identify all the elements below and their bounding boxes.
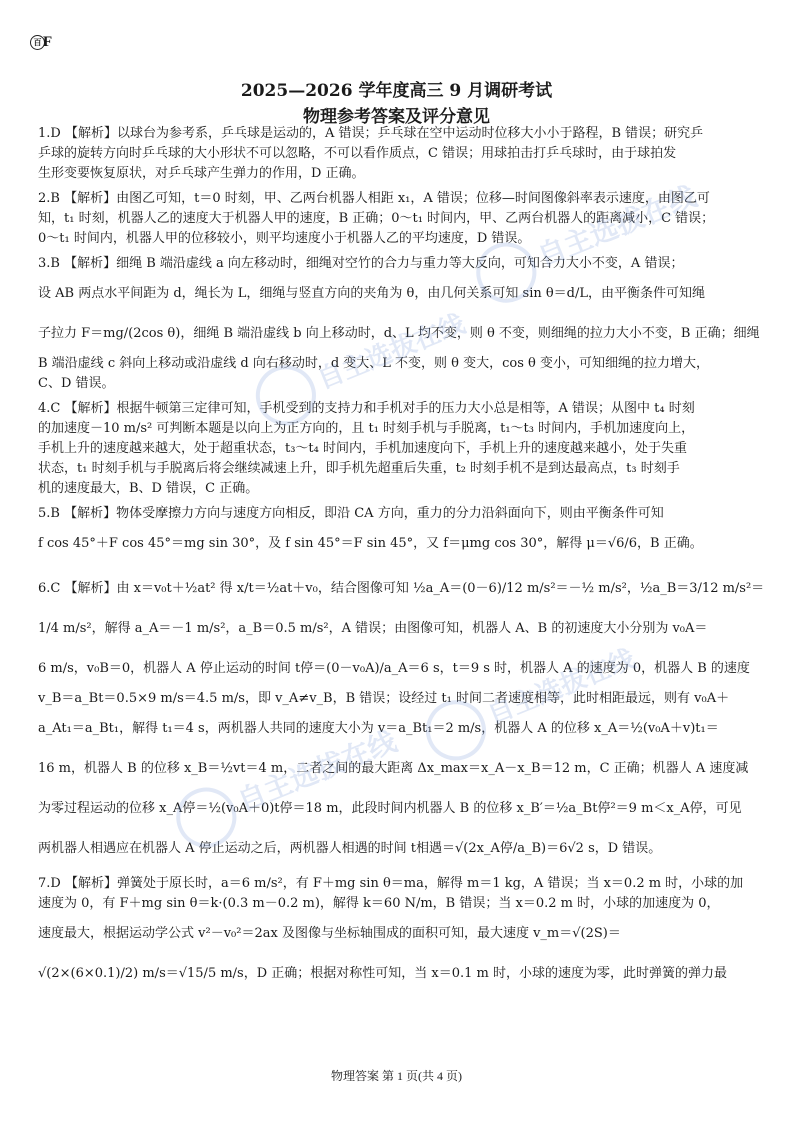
text-line: 设 AB 两点水平间距为 d，绳长为 L，细绳与竖直方向的夹角为 θ，由几何关系可知 sin θ＝d/L，由平衡条件可知绳 — [38, 286, 706, 301]
text-line: 的加速度－10 m/s² 可判断本题是以向上为正方向的，且 t₁ 时刻手机与手脱离，t₁～t₃ 时间内，手机加速度向上， — [38, 421, 695, 436]
text-line: 3.B 【解析】细绳 B 端沿虚线 a 向左移动时，细绳对空竹的合力与重力等大反向，可知合力大小不变，A 错误； — [38, 256, 684, 271]
logo-letter: F — [43, 34, 53, 50]
text-line: 知，t₁ 时刻，机器人乙的速度大于机器人甲的速度，B 正确；0～t₁ 时间内，甲、乙两台机器人的距离减小，C 错误； — [38, 211, 715, 226]
text-line: 0～t₁ 时间内，机器人甲的位移较小，则平均速度小于机器人乙的平均速度，D 错误。 — [38, 231, 531, 246]
text-line: C、D 错误。 — [38, 376, 115, 391]
text-line: 16 m，机器人 B 的位移 x_B＝½vt＝4 m，二者之间的最大距离 Δx_max＝x_A－x_B＝12 m，C 正确；机器人 A 速度减 — [38, 761, 749, 776]
publisher-logo — [30, 34, 52, 51]
text-line: 状态，t₁ 时刻手机与手脱离后将会继续减速上升，即手机先超重后失重，t₂ 时刻手机不是到达最高点，t₃ 时刻手 — [38, 461, 680, 476]
text-line: 1.D 【解析】以球台为参考系，乒乓球是运动的，A 错误；乒乓球在空中运动时位移大小小于路程，B 错误；研究乒 — [38, 126, 704, 141]
text-line: f cos 45°＋F cos 45°＝mg sin 30°，及 f sin 45°＝F sin 45°，又 f＝μmg cos 30°，解得 μ＝√6/6，B 正确。 — [38, 536, 703, 551]
text-line: 4.C 【解析】根据牛顿第三定律可知，手机受到的支持力和手机对手的压力大小总是相等，A 错误；从图中 t₄ 时刻 — [38, 401, 695, 416]
text-line: 为零过程运动的位移 x_A停＝½(v₀A＋0)t停＝18 m，此段时间内机器人 B 的位移 x_B′＝½a_Bt停²＝9 m＜x_A停，可见 — [38, 801, 742, 816]
text-line: 2.B 【解析】由图乙可知，t＝0 时刻，甲、乙两台机器人相距 x₁，A 错误；位移—时间图像斜率表示速度，由图乙可 — [38, 191, 710, 206]
text-line: 1/4 m/s²，解得 a_A＝－1 m/s²，a_B＝0.5 m/s²，A 错误；由图像可知，机器人 A、B 的初速度大小分别为 v₀A＝ — [38, 621, 708, 636]
text-line: 6 m/s，v₀B＝0，机器人 A 停止运动的时间 t停＝(0－v₀A)/a_A＝6 s，t＝9 s 时，机器人 A 的速度为 0，机器人 B 的速度 — [38, 661, 750, 676]
text-line: 7.D 【解析】弹簧处于原长时，a＝6 m/s²，有 F＋mg sin θ＝ma，解得 m＝1 kg，A 错误；当 x＝0.2 m 时，小球的加 — [38, 876, 744, 891]
text-line: 机的速度最大，B、D 错误，C 正确。 — [38, 481, 259, 496]
exam-title: 2025—2026 学年度高三 9 月调研考试 — [240, 81, 553, 101]
watermark-text: 自主选拔在线 — [483, 644, 640, 731]
text-line: √(2×(6×0.1)/2) m/s＝√15/5 m/s，D 正确；根据对称性可知，当 x＝0.1 m 时，小球的速度为零，此时弹簧的弹力最 — [38, 966, 728, 981]
text-line: 速度为 0，有 F＋mg sin θ＝k·(0.3 m－0.2 m)，解得 k＝60 N/m，B 错误；当 x＝0.2 m 时，小球的加速度为 0， — [38, 896, 720, 911]
text-line: 6.C 【解析】由 x＝v₀t＋½at² 得 x/t＝½at＋v₀，结合图像可知 ½a_A＝(0－6)/12 m/s²＝－½ m/s²，½a_B＝3/12 m/s²＝ — [38, 581, 765, 596]
text-line: 速度最大，根据运动学公式 v²－v₀²＝2ax 及图像与坐标轴围成的面积可知，最大速度 v_m＝√(2S)＝ — [38, 926, 621, 941]
exam-subtitle: 物理参考答案及评分意见 — [303, 107, 490, 127]
text-line: B 端沿虚线 c 斜向上移动或沿虚线 d 向右移动时，d 变大、L 不变，则 θ 变大，cos θ 变小，可知细绳的拉力增大， — [38, 356, 709, 371]
text-line: v_B＝a_Bt＝0.5×9 m/s＝4.5 m/s，即 v_A≠v_B，B 错误；设经过 t₁ 时间二者速度相等，此时相距最远，则有 v₀A＋ — [38, 691, 730, 706]
page-footer: 物理答案 第 1 页(共 4 页) — [331, 1069, 462, 1083]
text-line: 乒球的旋转方向时乒乓球的大小形状不可以忽略，不可以看作质点，C 错误；用球拍击打乒乓球时，由于球拍发 — [38, 146, 677, 161]
answer-content — [38, 124, 768, 994]
logo-circle: 百 — [30, 35, 45, 50]
text-line: 5.B 【解析】物体受摩擦力方向与速度方向相反，即沿 CA 方向，重力的分力沿斜面向下，则由平衡条件可知 — [38, 506, 664, 521]
watermark-text: 自主选拔在线 — [313, 309, 470, 396]
text-line: 子拉力 F＝mg/(2cos θ)，细绳 B 端沿虚线 b 向上移动时，d、L 均不变，则 θ 不变，则细绳的拉力大小不变，B 正确；细绳 — [38, 326, 760, 341]
text-line: 两机器人相遇应在机器人 A 停止运动之后，两机器人相遇的时间 t相遇＝√(2x_A停/a_B)＝6√2 s，D 错误。 — [38, 841, 662, 856]
watermark-text: 自主选拔在线 — [232, 724, 402, 819]
text-line: 手机上升的速度越来越大，处于超重状态，t₃～t₄ 时间内，手机加速度向下，手机上升的速度越来越小，处于失重 — [38, 441, 688, 456]
text-line: 生形变要恢复原状，对乒乓球产生弹力的作用，D 正确。 — [38, 166, 365, 181]
watermark-text: 自主选拔在线 — [532, 179, 702, 274]
text-line: a_At₁＝a_Bt₁，解得 t₁＝4 s，两机器人共同的速度大小为 v＝a_Bt₁＝2 m/s，机器人 A 的位移 x_A＝½(v₀A＋v)t₁＝ — [38, 721, 719, 736]
